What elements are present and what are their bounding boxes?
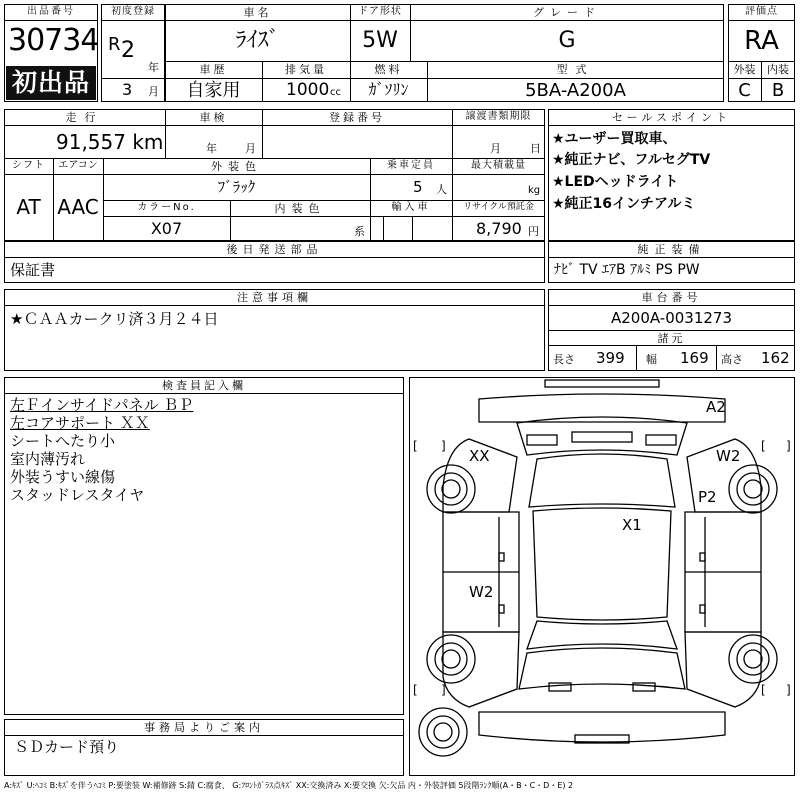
inspector-line: スタッドレスタイヤ [10, 486, 145, 504]
history-label: 車歴 [199, 63, 228, 76]
car-diagram-drawing [409, 377, 795, 776]
bracket: ] [786, 683, 791, 697]
model-label: 型式 [556, 63, 595, 76]
int-color-suffix: 系 [354, 225, 365, 238]
bracket: ] [441, 439, 446, 453]
inspector-line: 左Ｆインサイドパネル ＢＰ [10, 396, 194, 414]
exterior-label: 外装 [733, 63, 756, 76]
capacity: 5 [413, 178, 423, 196]
later-parts-label: 後日発送部品 [226, 243, 323, 256]
month-suffix: 月 [148, 85, 159, 98]
shift-label: シフト [12, 160, 45, 171]
equipment: ﾅﾋﾞ TV ｴｱB ｱﾙﾐ PS PW [554, 262, 700, 278]
displacement: 1000 [286, 80, 330, 100]
door-type: 5W [362, 28, 398, 53]
first-listing-badge: 初出品 [6, 66, 96, 100]
bracket: [ [761, 683, 766, 697]
diagram-mark: X1 [622, 516, 642, 534]
recycle-unit: 円 [528, 225, 539, 238]
later-parts: 保証書 [10, 261, 56, 279]
notes-label: 注意事項欄 [237, 291, 312, 304]
car-name: ﾗｲｽﾞ [235, 28, 280, 53]
bracket: ] [441, 683, 446, 697]
equipment-label: 純正装備 [637, 243, 706, 256]
color-no-label: カラーNo. [137, 202, 196, 213]
recycle-label: リサイクル預託金 [463, 202, 534, 212]
selling-point: ★純正16インチアルミ [552, 196, 696, 212]
fuel-label: 燃料 [374, 63, 403, 76]
chassis-number: A200A-0031273 [610, 309, 733, 327]
transfer-label: 譲渡書類期限 [465, 111, 532, 122]
score-label: 評価点 [745, 6, 778, 17]
length-label: 長さ [553, 353, 575, 366]
inspector-line: シートへたり小 [10, 432, 116, 450]
inspector-line: 左コアサポート ＸＸ [10, 414, 150, 432]
displacement-label: 排気量 [285, 63, 327, 76]
month: 3 [122, 80, 133, 99]
recycle-fee: 8,790 [476, 219, 522, 238]
notes: ★ＣＡＡカークリ済３月２４日 [10, 310, 219, 328]
inspection-label: 車検 [199, 111, 228, 124]
chassis-label: 車台番号 [641, 291, 702, 304]
import-label: 輸入車 [391, 202, 431, 213]
reg-no-label: 登録番号 [329, 111, 385, 124]
details-grid [4, 109, 545, 241]
selling-points-label: セールスポイント [611, 111, 731, 124]
interior-grade: B [771, 80, 785, 101]
displacement-unit: cc [330, 87, 341, 98]
diagram-mark: W2 [716, 447, 741, 465]
width: 169 [680, 349, 709, 367]
office-label: 事務局よりご案内 [144, 721, 264, 734]
transfer-day: 日 [530, 142, 541, 155]
legend: A:ｷｽﾞ U:ﾍｺﾐ B:ｷｽﾞを伴うﾍｺﾐ P:要塗装 W:補修跡 S:錆 C:腐食、 G:ﾌﾛﾝﾄｶﾞﾗｽ点ｷｽﾞ XX:交換済み X:要交換 欠:欠品 内・外装評価 5段階ﾗﾝｸ順(A・B・C・D・E) 2 [4, 781, 574, 790]
aircon-label: エアコン [58, 160, 98, 171]
office-note: ＳＤカード預り [14, 738, 120, 756]
capacity-unit: 人 [436, 183, 447, 196]
int-color-label: 内装色 [274, 202, 326, 215]
car-name-label: 車名 [243, 6, 272, 19]
inspector-line: 室内薄汚れ [10, 450, 86, 468]
fuel: ｶﾞｿﾘﾝ [368, 80, 409, 99]
diagram-mark: A2 [706, 398, 726, 416]
bracket: [ [413, 683, 418, 697]
door-label: ドア形状 [358, 6, 402, 17]
inspection-year: 年 [206, 142, 217, 155]
diagram-mark: P2 [698, 488, 717, 506]
inspector-label: 検査員記入欄 [162, 379, 246, 392]
interior-label: 内装 [767, 63, 789, 76]
height: 162 [761, 349, 790, 367]
width-label: 幅 [646, 353, 657, 366]
model: 5BA-A200A [525, 80, 626, 101]
mileage: 91,557 km [56, 130, 164, 154]
inspector-line: 外装うすい線傷 [10, 468, 116, 486]
score: RA [744, 26, 779, 56]
shift: AT [16, 195, 41, 219]
load-unit: kg [528, 185, 541, 196]
ext-color-label: 外装色 [211, 160, 262, 173]
lot-number: 30734 [8, 23, 99, 58]
bracket: [ [413, 439, 418, 453]
history: 自家用 [186, 80, 241, 101]
mileage-label: 走行 [65, 111, 104, 124]
lot-number-label: 出品番号 [27, 6, 75, 17]
diagram-mark: XX [469, 447, 490, 465]
selling-point: ★ユーザー買取車、 [552, 131, 677, 147]
selling-point: ★純正ナビ、フルセグTV [552, 152, 711, 168]
era-year: 2 [121, 38, 135, 63]
load-label: 最大積載量 [471, 160, 526, 171]
inspection-month: 月 [245, 142, 256, 155]
bracket: ] [786, 439, 791, 453]
selling-point: ★LEDヘッドライト [552, 174, 679, 190]
first-reg-label: 初度登録 [111, 6, 155, 17]
ext-color: ﾌﾞﾗｯｸ [217, 178, 256, 196]
transfer-month: 月 [490, 142, 501, 155]
grade-label: グレード [533, 6, 601, 19]
grade: G [558, 28, 576, 53]
era-letter: R [108, 34, 121, 55]
color-no: X07 [150, 219, 183, 238]
exterior-grade: C [738, 80, 751, 101]
diagram-mark: W2 [469, 583, 494, 601]
height-label: 高さ [721, 353, 743, 366]
bracket: [ [761, 439, 766, 453]
aircon: AAC [57, 195, 99, 219]
dims-label: 諸元 [657, 332, 686, 345]
year-suffix: 年 [148, 61, 159, 74]
inspector-notes [10, 396, 193, 504]
length: 399 [596, 349, 625, 367]
capacity-label: 乗車定員 [387, 160, 435, 171]
